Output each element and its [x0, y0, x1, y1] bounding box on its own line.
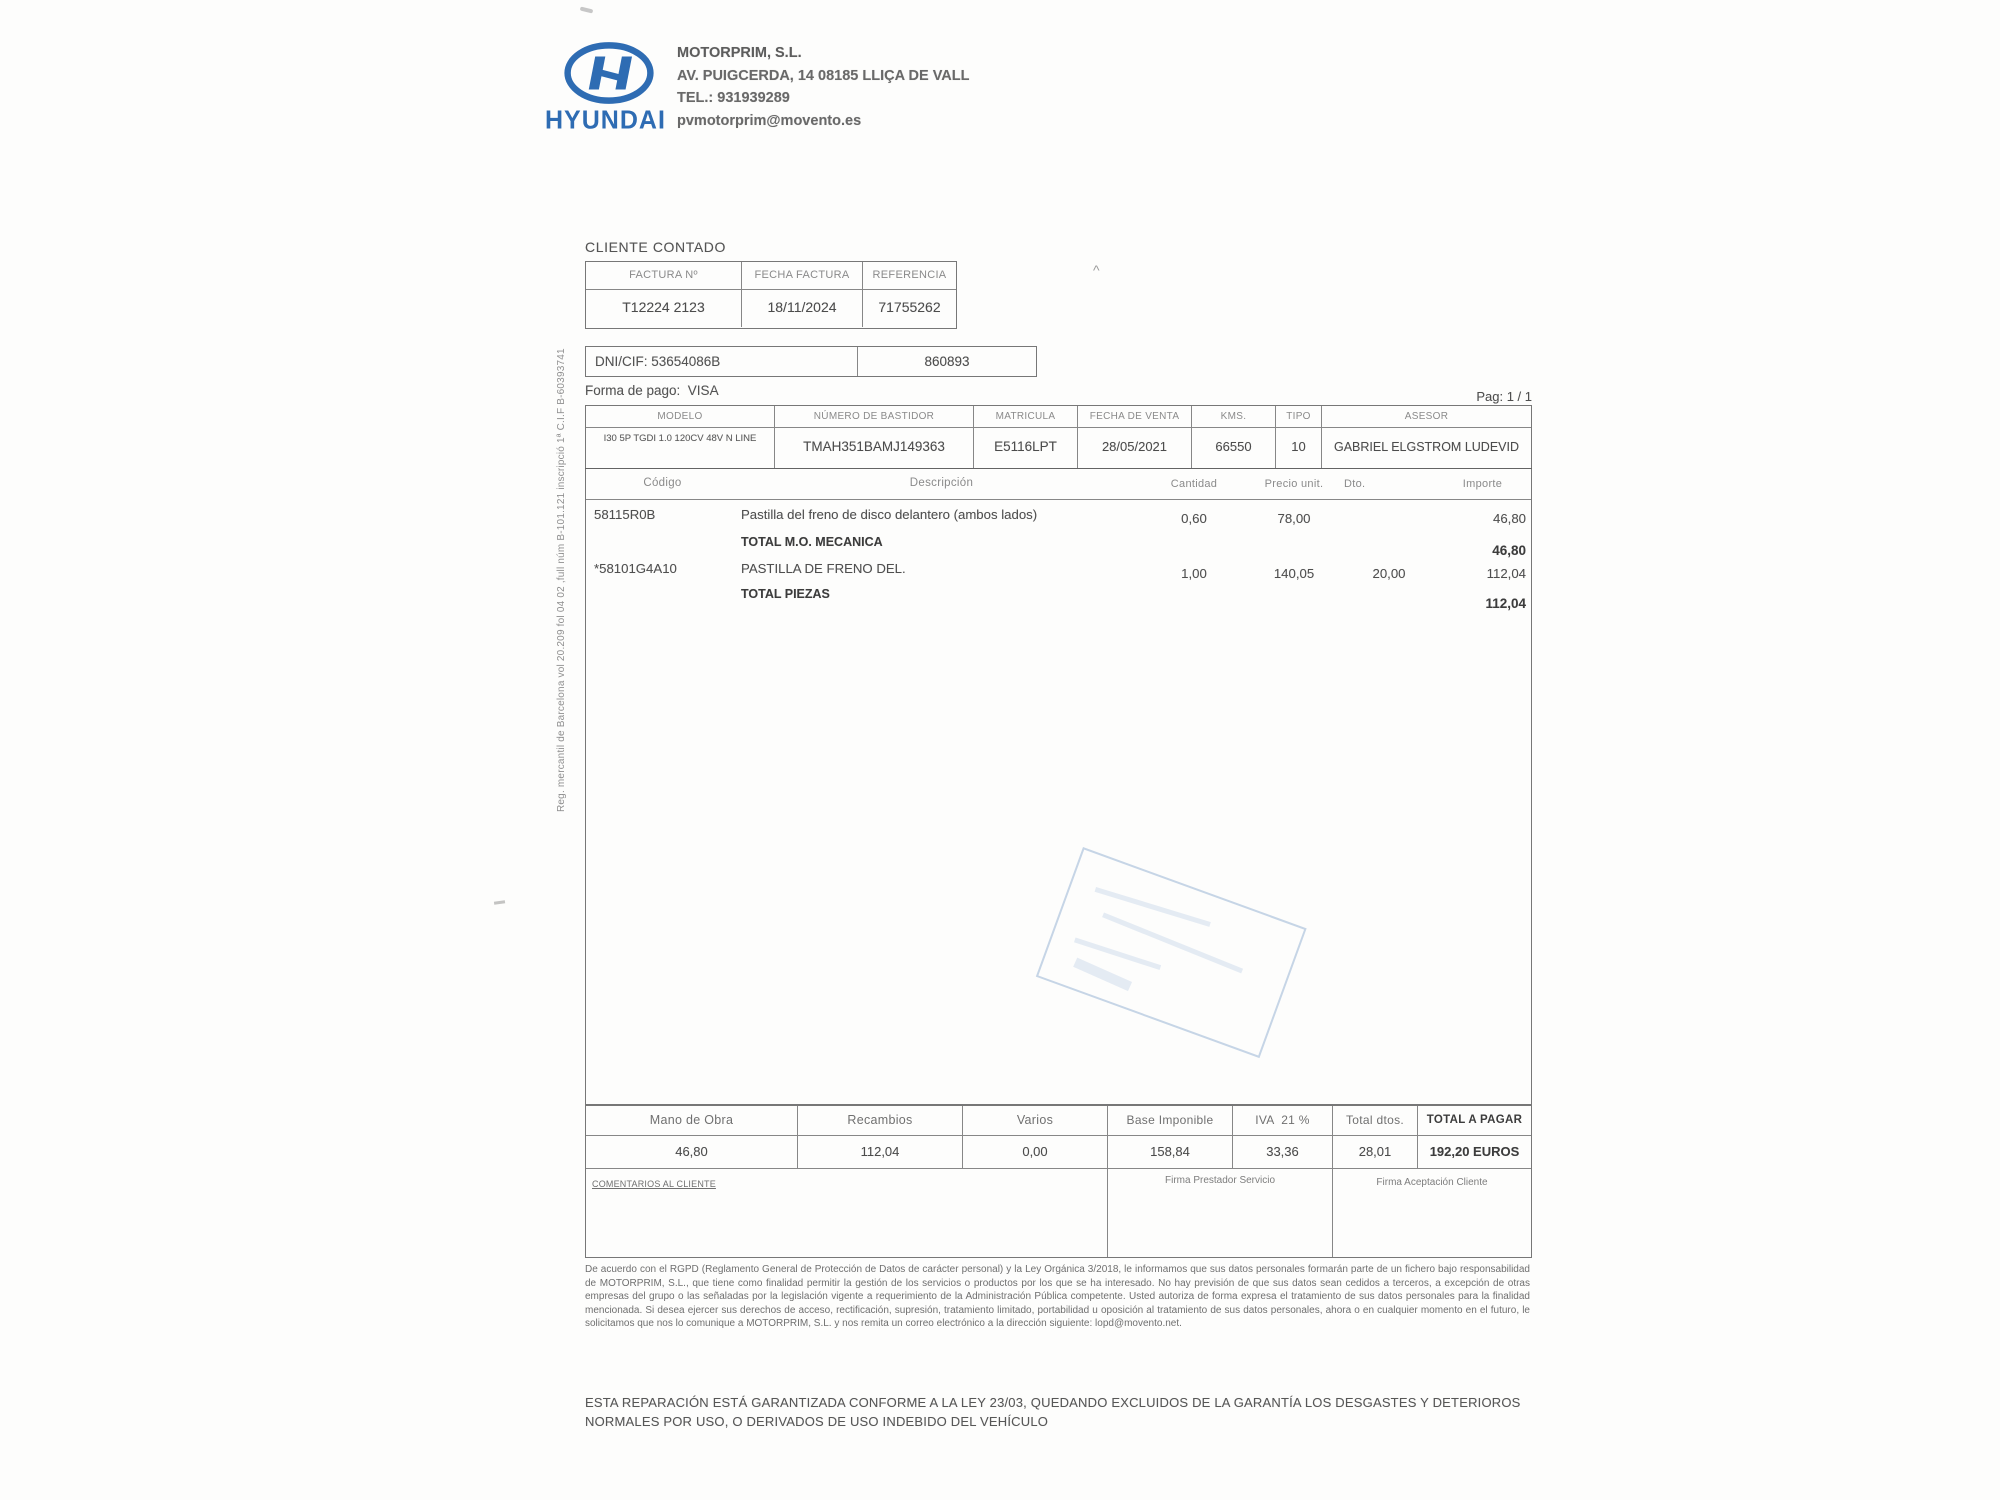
- item-row-amount: 112,04: [1486, 566, 1526, 581]
- client-type-label: CLIENTE CONTADO: [585, 239, 726, 255]
- payment-method-line: Forma de pago: VISA: [585, 383, 719, 398]
- dni-cif-box: [585, 346, 1037, 377]
- dto-header: Dto.: [1344, 478, 1366, 490]
- hyundai-logo-icon: [563, 40, 655, 106]
- fecha-venta-header: FECHA DE VENTA: [1078, 406, 1192, 427]
- subtotal-mo-amount: 46,80: [1492, 543, 1526, 558]
- importe-header: Importe: [1462, 478, 1503, 490]
- item-row-description: Pastilla del freno de disco delantero (ambos lados): [741, 507, 1038, 522]
- precio-unit-header: Precio unit.: [1264, 478, 1324, 490]
- base-imponible-header: Base Imponible: [1108, 1106, 1233, 1135]
- referencia-header: REFERENCIA: [872, 269, 947, 281]
- total-dtos-value: 28,01: [1333, 1136, 1418, 1168]
- codigo-header: Código: [643, 477, 682, 489]
- registry-side-note: Reg. mercantil de Barcelona vol 20.209 fol 04 02 ,full núm B-101.121 inscripció 1ª C.I.F B-60393741: [556, 348, 567, 812]
- item-row-qty: 0,60: [1181, 511, 1207, 526]
- company-address: AV. PUIGCERDA, 14 08185 LLIÇA DE VALL: [677, 67, 970, 84]
- scan-artifact: ^: [1093, 262, 1100, 278]
- hyundai-wordmark: HYUNDAI: [545, 105, 666, 135]
- base-imponible-value: 158,84: [1108, 1136, 1233, 1168]
- fecha-venta-value: 28/05/2021: [1078, 428, 1192, 468]
- item-row-dto: 20,00: [1372, 566, 1406, 581]
- item-row-price: 140,05: [1273, 566, 1315, 581]
- referencia-value: 71755262: [878, 299, 941, 315]
- item-row-amount: 46,80: [1492, 511, 1526, 526]
- fecha-factura-value: 18/11/2024: [742, 290, 863, 327]
- varios-value: 0,00: [963, 1136, 1108, 1168]
- dni-code-value: 860893: [924, 354, 970, 369]
- item-row-code: *58101G4A10: [594, 561, 677, 576]
- iva-header: IVA 21 %: [1233, 1106, 1333, 1135]
- item-row-price: 78,00: [1277, 511, 1311, 526]
- comments-cell: [586, 1169, 1108, 1257]
- dni-cif-value: DNI/CIF: 53654086B: [586, 347, 858, 376]
- asesor-value: GABRIEL ELGSTROM LUDEVID: [1334, 440, 1519, 454]
- subtotal-piezas-label: TOTAL PIEZAS: [741, 587, 830, 601]
- total-dtos-header: Total dtos.: [1333, 1106, 1418, 1135]
- item-row-description: PASTILLA DE FRENO DEL.: [741, 561, 906, 576]
- iva-value: 33,36: [1233, 1136, 1333, 1168]
- subtotal-mo-label: TOTAL M.O. MECANICA: [741, 535, 883, 549]
- item-row-code: 58115R0B: [594, 507, 656, 522]
- company-email: pvmotorprim@movento.es: [677, 112, 862, 129]
- company-name: MOTORPRIM, S.L.: [677, 45, 802, 61]
- scan-artifact: [494, 900, 505, 904]
- provider-signature-label: Firma Prestador Servicio: [1164, 1175, 1276, 1186]
- page-indicator: Pag: 1 / 1: [1476, 389, 1532, 404]
- bastidor-value: TMAH351BAMJ149363: [775, 428, 974, 468]
- descripcion-header: Descripción: [909, 477, 974, 489]
- warranty-text: ESTA REPARACIÓN ESTÁ GARANTIZADA CONFORME A LA LEY 23/03, QUEDANDO EXCLUIDOS DE LA GARANTÍA LOS DESGASTES Y DETERIOROS NORMALES POR USO, O DERIVADOS DE USO INDEBIDO DEL VEHÍCULO: [585, 1395, 1521, 1429]
- recambios-header: Recambios: [798, 1106, 963, 1135]
- bastidor-header: NÚMERO DE BASTIDOR: [775, 406, 974, 427]
- mano-obra-header: Mano de Obra: [586, 1106, 798, 1135]
- rgpd-legal-text: De acuerdo con el RGPD (Reglamento General de Protección de Datos de carácter personal) y la Ley Orgánica 3/2018, le informamos que sus datos personales formarán parte de un fichero bajo responsabilidad de MOTORPRIM, S.L., que tiene como finalidad permitir la gestión de los servicios o productos por los que se ha interesado. No hay previsión de que sus datos sean cedidos a terceros, a excepción de otras empresas del grupo o las señaladas por la legislación vigente a requerimiento de la Administración Pública competente. Usted autoriza de forma expresa el tratamiento de sus datos personales para la finalidad mencionada. Si desea ejercer sus derechos de acceso, rectificación, supresión, tratamiento limitado, portabilidad u oposición al tratamiento de sus datos personales, ahora o en cualquier momento en el futuro, le solicitamos que nos lo comunique a MOTORPRIM, S.L. y nos remita un correo electrónico a la dirección siguiente: lopd@movento.net.: [585, 1264, 1530, 1330]
- client-signature-label: Firma Aceptación Cliente: [1376, 1177, 1488, 1188]
- kms-value: 66550: [1192, 428, 1276, 468]
- modelo-value: I30 5P TGDI 1.0 120CV 48V N LINE: [586, 428, 775, 468]
- tipo-header: TIPO: [1276, 406, 1322, 427]
- factura-num-value: T12224 2123: [586, 290, 742, 327]
- company-info-block: [677, 42, 970, 132]
- vehicle-table: [585, 405, 1532, 469]
- fecha-factura-header: FECHA FACTURA: [742, 262, 863, 289]
- company-phone: TEL.: 931939289: [677, 90, 790, 106]
- scan-artifact: [580, 6, 594, 13]
- mano-obra-value: 46,80: [586, 1136, 798, 1168]
- comments-label: COMENTARIOS AL CLIENTE: [592, 1179, 716, 1189]
- factura-num-header: FACTURA Nº: [586, 262, 742, 289]
- subtotal-piezas-amount: 112,04: [1485, 596, 1526, 611]
- client-signature-cell: [1333, 1169, 1531, 1257]
- matricula-value: E5116LPT: [974, 428, 1078, 468]
- asesor-header: ASESOR: [1404, 411, 1449, 422]
- provider-signature-cell: [1108, 1169, 1333, 1257]
- tipo-value: 10: [1276, 428, 1322, 468]
- total-a-pagar-value: 192,20 EUROS: [1429, 1144, 1520, 1159]
- modelo-header: MODELO: [586, 406, 775, 427]
- totals-table: [585, 1105, 1532, 1258]
- total-a-pagar-header: TOTAL A PAGAR: [1426, 1114, 1523, 1126]
- recambios-value: 112,04: [798, 1136, 963, 1168]
- blue-stamp: [1036, 847, 1307, 1058]
- cantidad-header: Cantidad: [1170, 478, 1218, 490]
- item-row-qty: 1,00: [1181, 566, 1207, 581]
- invoice-summary-table: [585, 261, 957, 329]
- matricula-header: MATRICULA: [974, 406, 1078, 427]
- kms-header: KMS.: [1192, 406, 1276, 427]
- items-table: [585, 468, 1532, 1105]
- varios-header: Varios: [963, 1106, 1108, 1135]
